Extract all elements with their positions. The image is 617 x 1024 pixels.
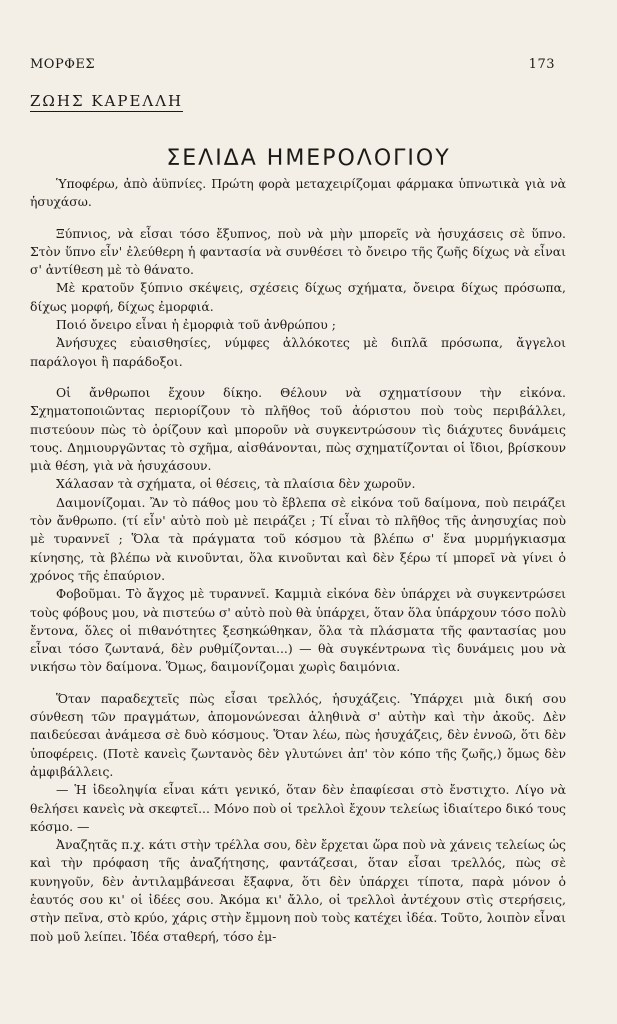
paragraph: Ἀναζητᾶς π.χ. κάτι στὴν τρέλλα σου, δὲν ἔρχεται ὥρα ποὺ νὰ χάνεις τελείως ὡς καὶ τὴν πρόφαση τῆς ἀναζήτησης, φαντάζεσαι, ὅταν εἶσαι τρελλός, πὼς σὲ κυνηγοῦν, δὲν ἀντιλαμβάνεσαι ἔξαφνα, ὅτι δὲν ὑπάρχει τίποτα, παρὰ μόνον ὁ ἑαυτός σου κι' οἱ ἰδέες σου. Ἀκόμα κι' ἄλλο, οἱ τρελλοὶ ἀντέχουν στὶς στερήσεις, στὴν πεῖνα, στὸ κρύο, χάρις στὴν ἔμμονη ποὺ τοὺς κατέχει ἰδέα. Τοῦτο, λοιπὸν εἶναι ποὺ μοῦ λείπει. Ἰδέα σταθερή, τόσο ἐμ-	[30, 837, 566, 944]
page-number: 173	[528, 57, 555, 72]
paragraph: Οἱ ἄνθρωποι ἔχουν δίκηο. Θέλουν νὰ σχηματίσουν τὴν εἰκόνα. Σχηματοποιῶντας περιορίζουν τὸ πλῆθος τοῦ ἀόριστου ποὺ τοὺς περιβάλλει, πιστεύουν πὼς τὸ ὁρίζουν καὶ μποροῦν νὰ συγκεντρώσουν τὶς διάχυτες δυνάμεις τους. Δημιουργῶντας τὸ σχῆμα, αἰσθάνονται, πὼς σχηματίζονται οἱ ἴδιοι, βρίσκουν μιὰ θέση, γιὰ νὰ ἡσυχάσουν.	[30, 384, 566, 474]
paragraph: Μὲ κρατοῦν ξύπνιο σκέψεις, σχέσεις δίχως σχήματα, ὄνειρα δίχως πρόσωπα, δίχως μορφή, δίχως ἐμορφιά.	[30, 280, 566, 314]
paragraph: Ὅταν παραδεχτεῖς πὼς εἶσαι τρελλός, ἡσυχάζεις. Ὑπάρχει μιὰ δική σου σύνθεση τῶν πραγμάτων, ἀπομονώνεσαι ἀληθινὰ σ' αὐτὴν καὶ τὴν ἀκοῦς. Δὲν παιδεύεσαι ἀνάμεσα σὲ δυὸ κόσμους. Ὅταν λέω, πὼς ἡσυχάζεις, δὲν ἐννοῶ, ὅτι δὲν ὑποφέρεις. (Ποτὲ κανεὶς ζωντανὸς δὲν γλυτώνει ἀπ' τὸν κόπο τῆς ζωῆς,) ὅμως δὲν ἀμφιβάλλεις.	[30, 690, 566, 779]
paragraph: — Ἡ ἰδεοληψία εἶναι κάτι γενικό, ὅταν δὲν ἐπαφίεσαι στὸ ἔνστιχτο. Λίγο νὰ θελήσει κανεὶς νὰ σκεφτεῖ... Μόνο ποὺ οἱ τρελλοὶ ἔχουν τελείως ἰδιαίτερο δικό τους κόσμο. —	[30, 782, 566, 834]
journal-name: ΜΟΡΦΕΣ	[30, 57, 96, 72]
author-name: ΖΩΗΣ ΚΑΡΕΛΛΗ	[30, 92, 184, 110]
paragraph: Ποιό ὄνειρο εἶναι ἡ ἐμορφιὰ τοῦ ἀνθρώπου ;	[56, 317, 336, 333]
paragraph: Ξύπνιος, νὰ εἶσαι τόσο ἔξυπνος, ποὺ νὰ μὴν μπορεῖς νὰ ἡσυχάσεις σὲ ὕπνο. Στὸν ὕπνο εἶν' ἐλεύθερη ἡ φαντασία νὰ συνθέσει τὸ ὄνειρο τῆς ζωῆς δίχως νὰ εἶναι σ' ἀντίθεση μὲ τὸ θάνατο.	[30, 225, 566, 278]
paragraph: Ὑποφέρω, ἀπὸ ἀϋπνίες. Πρώτη φορὰ μεταχειρίζομαι φάρμακα ὑπνωτικὰ γιὰ νὰ ἡσυχάσω.	[30, 176, 566, 210]
running-head	[30, 57, 555, 72]
paragraph: Φοβοῦμαι. Τὸ ἄγχος μὲ τυραννεῖ. Καμμιὰ εἰκόνα δὲν ὑπάρχει νὰ συγκεντρώσει τοὺς φόβους μου, νὰ πιστεύω σ' αὐτὸ ποὺ θὰ ὑπάρχει, ὅταν ὅλα ὑπάρχουν τόσο πολὺ ἔντονα, ὅλες οἱ πιθανότητες ξεσηκώθηκαν, ὅλα τὰ πλάσματα τῆς φαντασίας μου εἶναι τόσο ζωντανά, δὲν ρυθμίζονται...) — θὰ συγκέντρωνα τὶς δυνάμεις μου νὰ νικήσω τὸν δαίμονα. Ὅμως, δαιμονίζομαι χωρὶς δαιμόνια.	[30, 586, 566, 675]
article-title: ΣΕΛΙΔΑ ΗΜΕΡΟΛΟΓΙΟΥ	[166, 145, 451, 171]
article-body	[30, 175, 566, 946]
paragraph: Χάλασαν τὰ σχήματα, οἱ θέσεις, τὰ πλαίσια δὲν χωροῦν.	[56, 476, 416, 492]
paragraph: Δαιμονίζομαι. Ἂν τὸ πάθος μου τὸ ἔβλεπα σὲ εἰκόνα τοῦ δαίμονα, ποὺ πειράζει τὸν ἄνθρωπο. (τί εἶν' αὐτὸ ποὺ μὲ πειράζει ; Τί εἶναι τὸ πλῆθος τῆς ἀνησυχίας ποὺ μὲ τυραννεῖ ; Ὅλα τὰ πράγματα τοῦ κόσμου τὰ βλέπω σ' ἕνα μυρμήγκιασμα κίνησης, τὰ βλέπω νὰ κινοῦνται, ὅλα κινοῦνται καὶ δὲν ξέρω τί μπορεῖ νὰ γίνει ὁ χρόνος τῆς ἐπαύριον.	[30, 494, 566, 583]
paragraph: Ἀνήσυχες εὐαισθησίες, νύμφες ἀλλόκοτες μὲ διπλᾶ πρόσωπα, ἄγγελοι παράλογοι ἢ παράδοξοι.	[30, 335, 566, 369]
